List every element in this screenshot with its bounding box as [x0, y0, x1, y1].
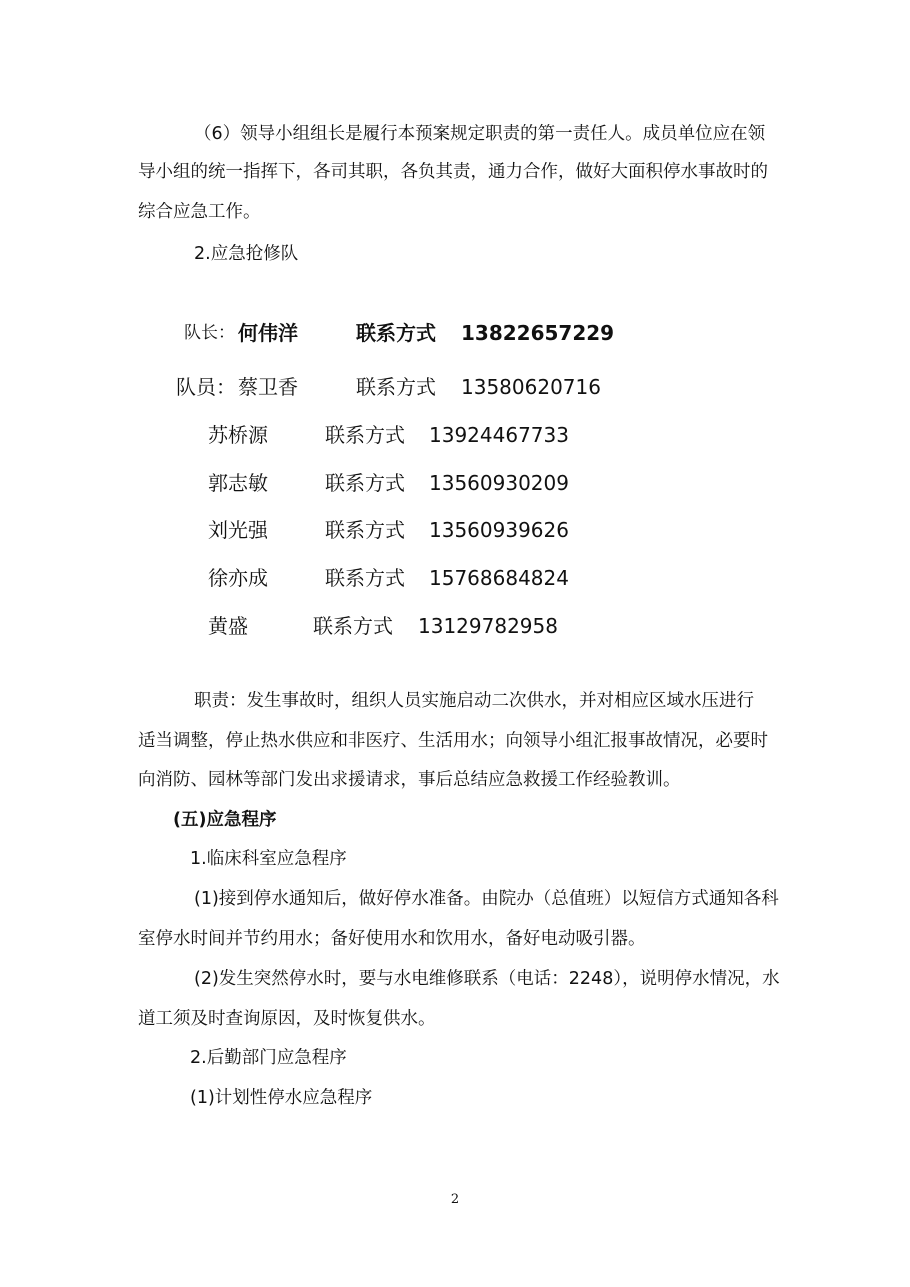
clinic-step-1-line-1: (1)接到停水通知后，做好停水准备。由院办（总值班）以短信方式通知各科 [194, 889, 779, 909]
member-contact-label: 联系方式 [325, 471, 405, 495]
member-name: 刘光强 [208, 518, 268, 542]
member-name: 黄盛 [208, 614, 248, 638]
member-contact-label: 联系方式 [356, 375, 436, 399]
team-captain-row [0, 319, 910, 347]
team-heading: 2.应急抢修队 [194, 244, 299, 264]
member-name: 徐亦成 [208, 566, 268, 590]
member-name: 郭志敏 [208, 471, 268, 495]
captain-phone: 13822657229 [461, 321, 615, 345]
member-phone: 15768684824 [429, 566, 569, 590]
member-phone: 13560939626 [429, 518, 569, 542]
clinic-heading: 1.临床科室应急程序 [190, 849, 347, 869]
captain-contact-label: 联系方式 [356, 321, 436, 345]
member-phone: 13580620716 [461, 375, 601, 399]
captain-role: 队长： [184, 323, 235, 343]
member-role: 队员： [176, 375, 236, 399]
team-member-row [0, 469, 910, 497]
team-member-row [0, 373, 910, 401]
member-contact-label: 联系方式 [313, 614, 393, 638]
team-member-row [0, 516, 910, 544]
team-member-row [0, 612, 910, 640]
section-heading: (五)应急程序 [173, 810, 277, 830]
member-name: 蔡卫香 [238, 375, 298, 399]
member-contact-label: 联系方式 [325, 518, 405, 542]
clinic-step-1-line-2: 室停水时间并节约用水；备好使用水和饮用水，备好电动吸引器。 [138, 929, 646, 949]
member-phone: 13129782958 [418, 614, 558, 638]
team-member-row [0, 421, 910, 449]
member-phone: 13924467733 [429, 423, 569, 447]
logistics-heading: 2.后勤部门应急程序 [190, 1048, 347, 1068]
page-number: 2 [450, 1192, 460, 1207]
duty-line-1: 职责：发生事故时，组织人员实施启动二次供水，并对相应区域水压进行 [194, 691, 754, 711]
captain-name: 何伟洋 [238, 321, 298, 345]
duty-line-3: 向消防、园林等部门发出求援请求，事后总结应急救援工作经验教训。 [138, 770, 681, 790]
member-contact-label: 联系方式 [325, 566, 405, 590]
planned-outage-heading: (1)计划性停水应急程序 [190, 1088, 373, 1108]
member-contact-label: 联系方式 [325, 423, 405, 447]
paragraph-6-line-3: 综合应急工作。 [138, 202, 261, 222]
clinic-step-2-line-2: 道工须及时查询原因，及时恢复供水。 [138, 1009, 436, 1029]
duty-line-2: 适当调整，停止热水供应和非医疗、生活用水；向领导小组汇报事故情况，必要时 [138, 731, 768, 751]
member-name: 苏桥源 [208, 423, 268, 447]
paragraph-6-line-1: （6）领导小组组长是履行本预案规定职责的第一责任人。成员单位应在领 [194, 124, 766, 144]
team-member-row [0, 564, 910, 592]
member-phone: 13560930209 [429, 471, 569, 495]
clinic-step-2-line-1: (2)发生突然停水时，要与水电维修联系（电话：2248），说明停水情况，水 [194, 969, 780, 989]
paragraph-6-line-2: 导小组的统一指挥下，各司其职，各负其责，通力合作，做好大面积停水事故时的 [138, 162, 768, 182]
